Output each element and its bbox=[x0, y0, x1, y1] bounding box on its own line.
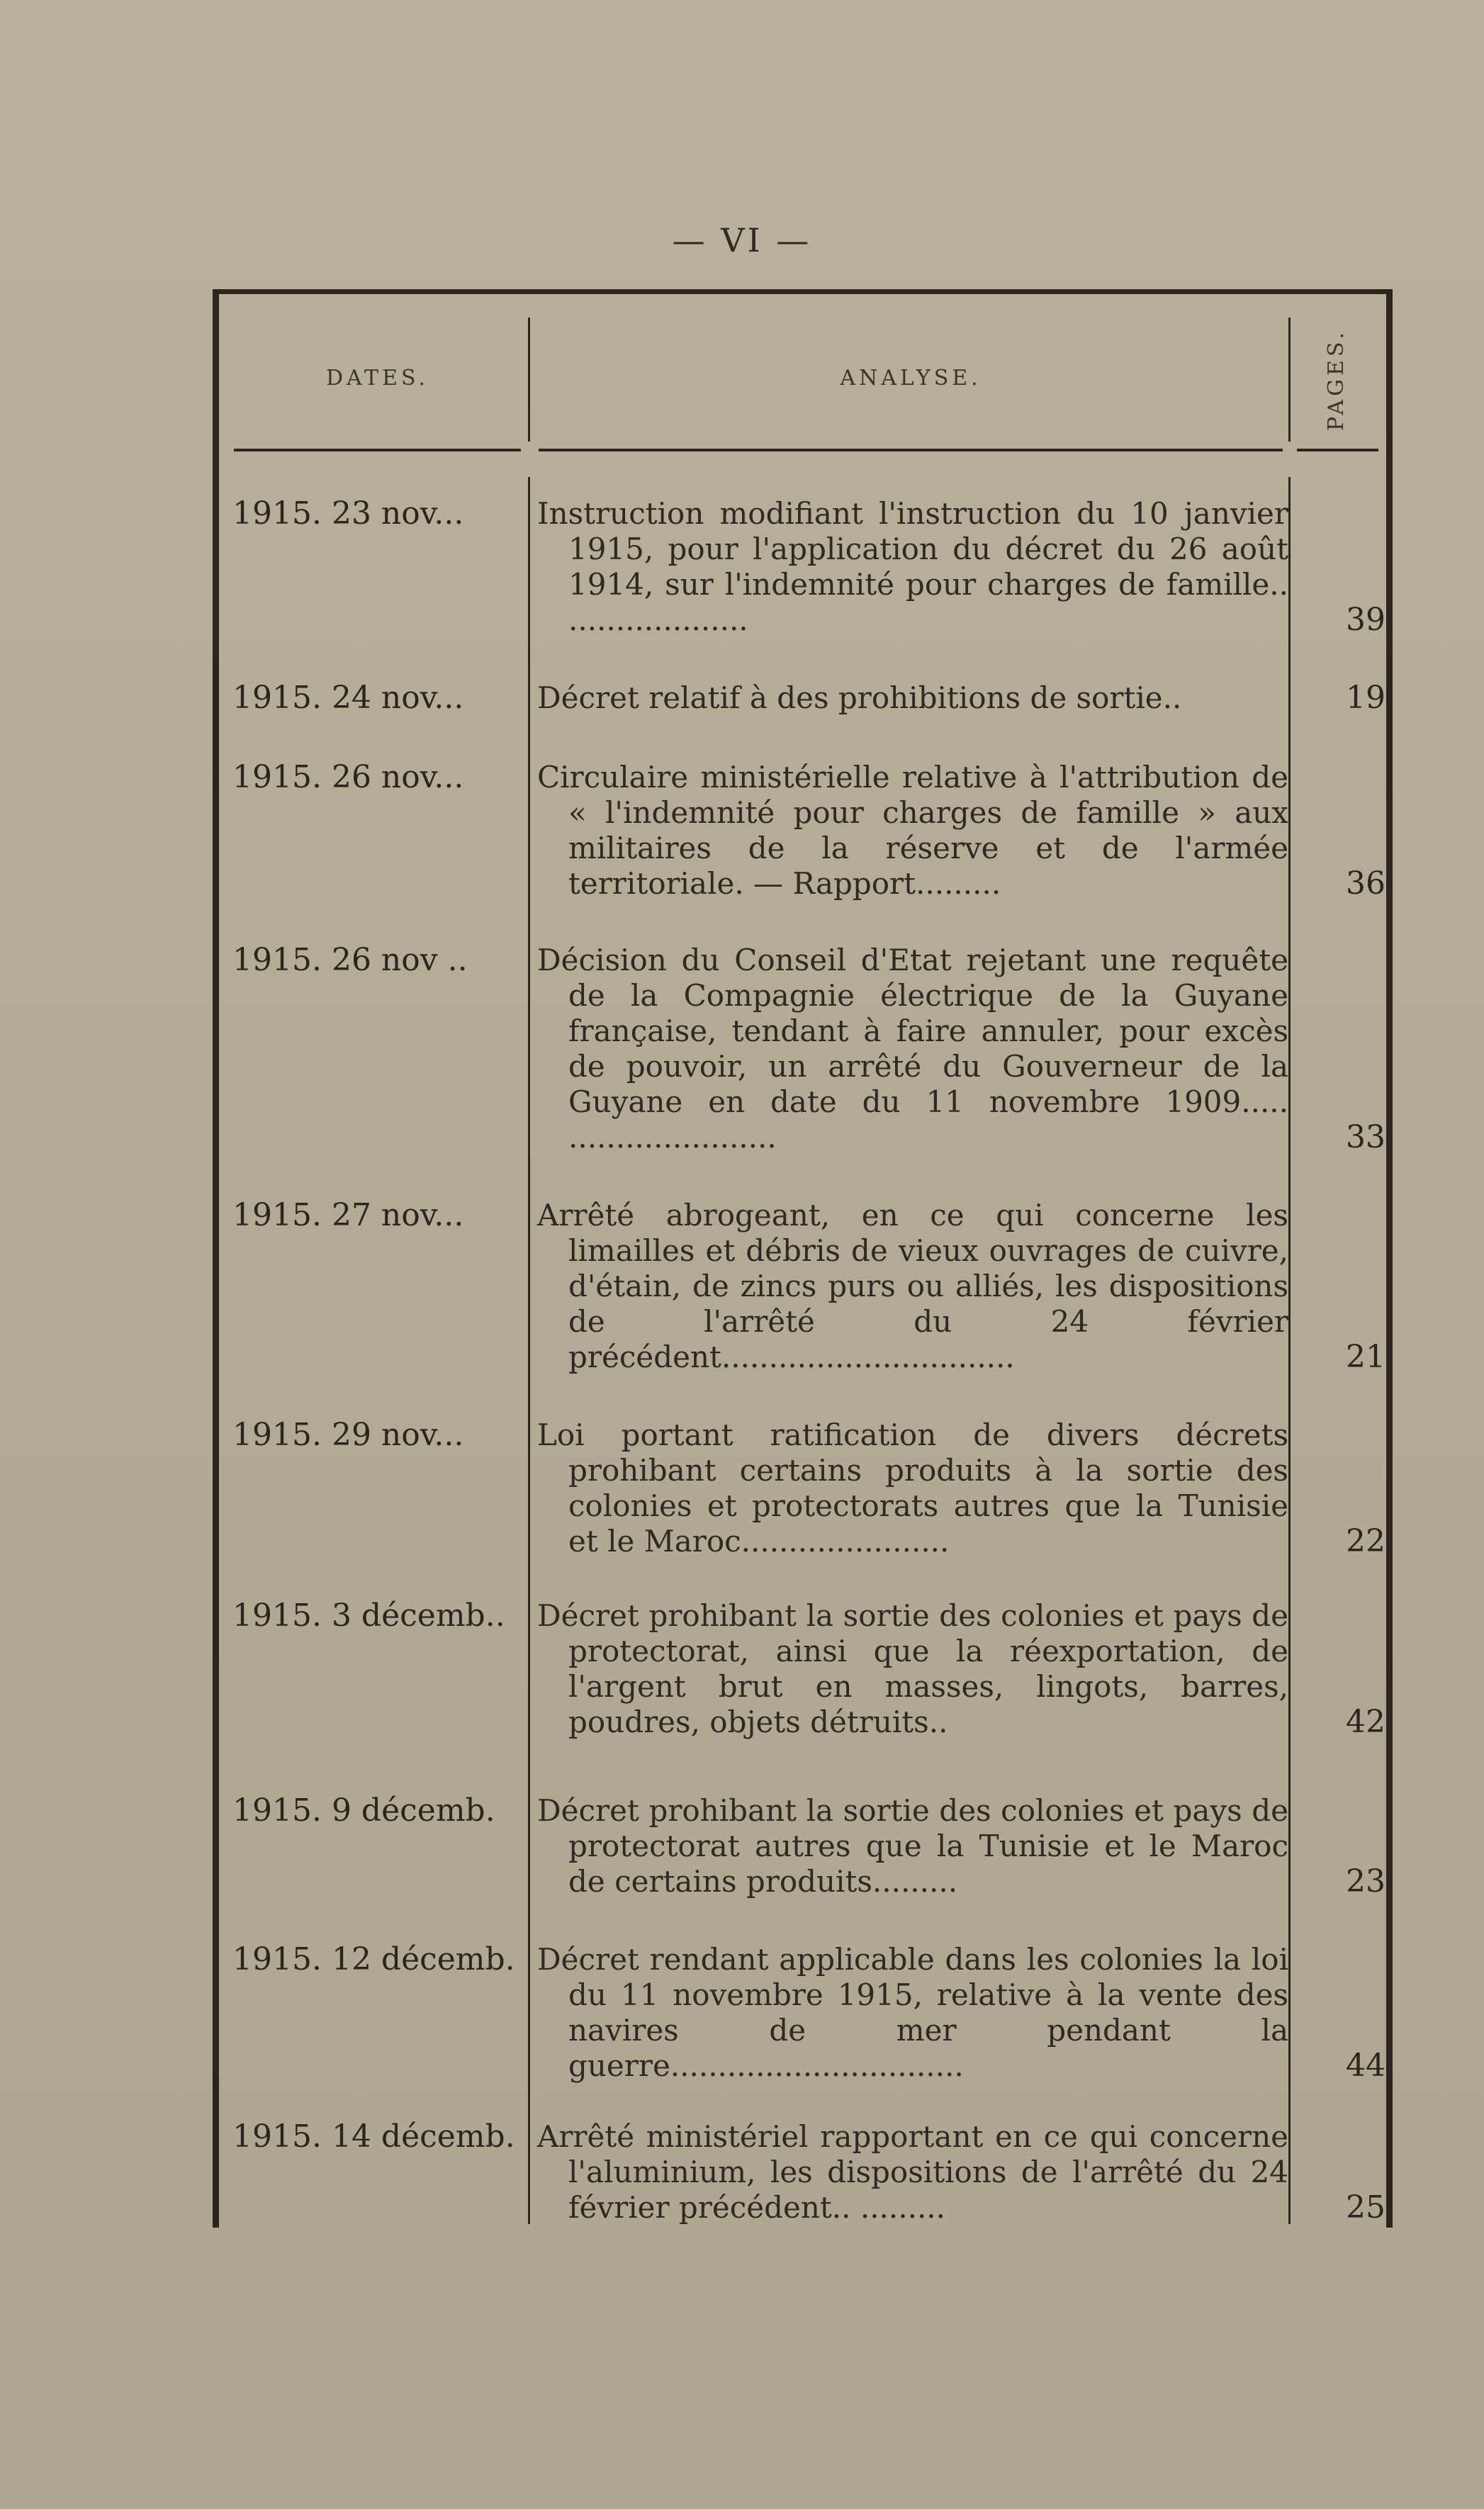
entry-page: 39 bbox=[1346, 602, 1385, 638]
entry-page: 44 bbox=[1346, 2048, 1385, 2084]
entry-analysis: Arrêté abrogeant, en ce qui concerne les limailles et débris de vieux ouvrages de cuivre, d'étain, de zincs purs ou alliés, les dispositions de l'arrêté du 24 février précédent............................... bbox=[537, 1198, 1288, 1374]
entry-date: 1915. 9 décemb. bbox=[232, 1792, 495, 1829]
entry-page: 21 bbox=[1346, 1339, 1385, 1375]
entry-date: 1915. 14 décemb. bbox=[232, 2118, 515, 2155]
entry-page: 19 bbox=[1346, 680, 1385, 716]
table-left-rule bbox=[213, 289, 219, 2228]
entry-page: 25 bbox=[1346, 2189, 1385, 2225]
entry-date: 1915. 23 nov... bbox=[232, 495, 464, 532]
entry-page: 22 bbox=[1346, 1523, 1385, 1559]
entry-date: 1915. 24 nov... bbox=[232, 680, 464, 716]
entry-date: 1915. 29 nov... bbox=[232, 1417, 464, 1453]
header-separator-2 bbox=[1288, 318, 1291, 442]
entry-analysis: Décret prohibant la sortie des colonies et pays de protectorat, ainsi que la réexportation, de l'argent brut en masses, lingots, barres, poudres, objets détruits.. bbox=[537, 1598, 1288, 1739]
header-underline-dates bbox=[234, 449, 521, 451]
table-top-rule bbox=[213, 289, 1393, 294]
entry-analysis: Décret prohibant la sortie des colonies et pays de protectorat autres que la Tunisie et le Maroc de certains produits......... bbox=[537, 1793, 1288, 1899]
entry-date: 1915. 12 décemb. bbox=[232, 1941, 515, 1977]
header-underline-analyse bbox=[539, 449, 1283, 451]
entry-analysis: Circulaire ministérielle relative à l'attribution de « l'indemnité pour charges de famille » aux militaires de la réserve et de l'armée territoriale. — Rapport......... bbox=[537, 760, 1288, 901]
header-analyse: ANALYSE. bbox=[840, 366, 982, 391]
entry-date: 1915. 26 nov .. bbox=[232, 942, 468, 978]
entry-analysis: Instruction modifiant l'instruction du 10 janvier 1915, pour l'application du décret du 26 août 1914, sur l'indemnité pour charges de famille.. ................... bbox=[537, 496, 1288, 637]
header-pages: PAGES. bbox=[1324, 329, 1349, 431]
entry-date: 1915. 27 nov... bbox=[232, 1197, 464, 1233]
page-number: — VI — bbox=[672, 221, 812, 259]
entry-page: 23 bbox=[1346, 1863, 1385, 1899]
table-right-rule bbox=[1386, 289, 1393, 2228]
body-separator-1 bbox=[528, 477, 530, 2224]
entry-analysis: Arrêté ministériel rapportant en ce qui concerne l'aluminium, les dispositions de l'arrêté du 24 février précédent.. ......... bbox=[537, 2119, 1288, 2225]
entry-date: 1915. 26 nov... bbox=[232, 759, 464, 795]
entry-page: 36 bbox=[1346, 865, 1385, 902]
entry-page: 33 bbox=[1346, 1119, 1385, 1155]
entry-analysis: Décision du Conseil d'Etat rejetant une requête de la Compagnie électrique de la Guyane française, tendant à faire annuler, pour excès de pouvoir, un arrêté du Gouverneur de la Guyane en date du 11 novembre 1909..... ...................... bbox=[537, 943, 1288, 1155]
entry-page: 42 bbox=[1346, 1704, 1385, 1740]
header-separator-1 bbox=[528, 318, 530, 442]
entry-analysis: Loi portant ratification de divers décrets prohibant certains produits à la sortie des colonies et protectorats autres que la Tunisie et le Maroc...................... bbox=[537, 1418, 1288, 1559]
header-underline-pages bbox=[1297, 449, 1378, 451]
entry-analysis: Décret relatif à des prohibitions de sortie.. bbox=[537, 680, 1182, 715]
header-dates: DATES. bbox=[325, 366, 429, 391]
entry-date: 1915. 3 décemb.. bbox=[232, 1598, 505, 1634]
entry-analysis: Décret rendant applicable dans les colonies la loi du 11 novembre 1915, relative à la vente des navires de mer pendant la guerre............................... bbox=[537, 1942, 1288, 2083]
